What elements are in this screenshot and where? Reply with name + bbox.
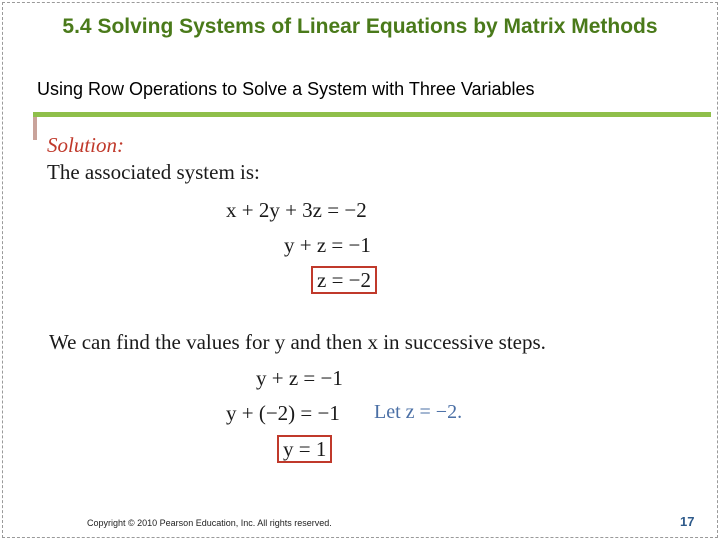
step-equation-3-box	[277, 437, 332, 462]
step-equation-2: y + (−2) = −1	[226, 401, 340, 425]
page-number: 17	[680, 514, 695, 529]
accent-bar	[33, 112, 711, 117]
steps-text: We can find the values for y and then x in successive steps.	[49, 330, 546, 354]
accent-side-line	[33, 117, 37, 140]
system-equation-1: x + 2y + 3z = −2	[226, 198, 367, 222]
copyright-text: Copyright © 2010 Pearson Education, Inc. All rights reserved.	[87, 518, 332, 528]
system-equation-3: z = −2	[311, 266, 377, 294]
system-equation-2: y + z = −1	[284, 233, 371, 257]
step-equation-3: y = 1	[277, 435, 332, 463]
intro-text: The associated system is:	[47, 160, 260, 184]
slide-title: 5.4 Solving Systems of Linear Equations by Matrix Methods	[62, 15, 658, 38]
solution-label: Solution:	[47, 133, 124, 157]
step-equation-1: y + z = −1	[256, 366, 343, 390]
slide-subtitle: Using Row Operations to Solve a System with Three Variables	[37, 79, 535, 99]
system-equation-3-box	[311, 268, 377, 293]
hint-text: Let z = −2.	[374, 401, 463, 423]
